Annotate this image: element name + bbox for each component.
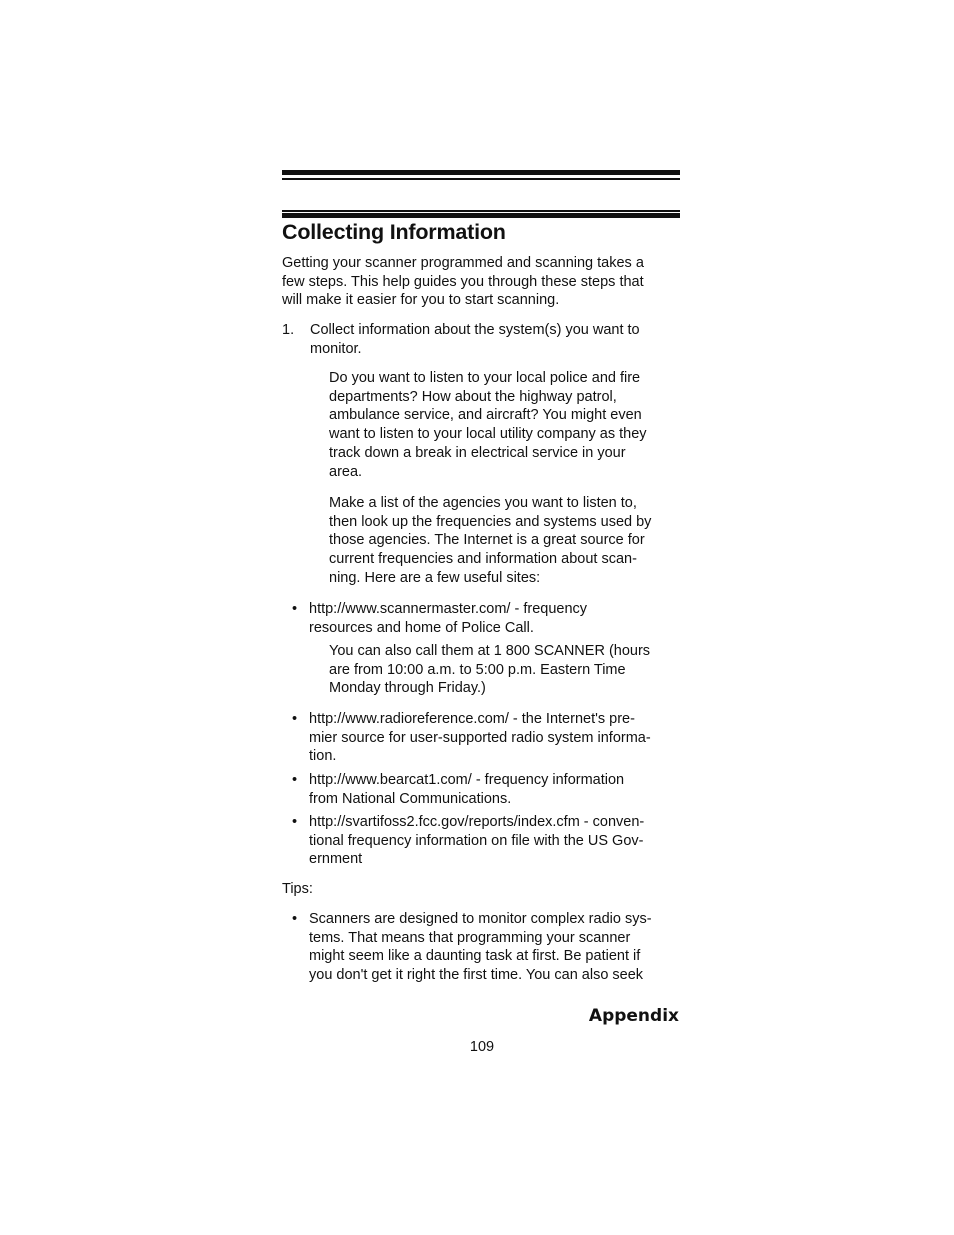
paragraph-line: ambulance service, and aircraft? You might even [329, 407, 642, 424]
intro-line: will make it easier for you to start scanning. [282, 292, 560, 309]
intro-line: Getting your scanner programmed and scanning takes a [282, 255, 644, 271]
step-line: monitor. [310, 340, 362, 357]
site-line: tion. [309, 748, 337, 765]
section-footer-title: Appendix [588, 1006, 679, 1026]
page-title: Collecting Information [282, 220, 506, 244]
step-number: 1. [282, 322, 295, 338]
site-list-item [309, 600, 681, 637]
tip-line: tems. That means that programming your scanner [309, 929, 631, 946]
site-line: from National Communications. [309, 790, 512, 807]
site-list-item [309, 710, 681, 766]
bullet-icon: • [292, 911, 298, 927]
bullet-icon: • [292, 601, 298, 617]
site-list-item [309, 771, 681, 808]
top-rule-thick [282, 170, 680, 175]
tips-label: Tips: [282, 881, 313, 897]
site-list-item [309, 813, 681, 869]
bullet-icon: • [292, 814, 298, 830]
paragraph-line: ning. Here are a few useful sites: [329, 569, 541, 586]
site-line: http://svartifoss2.fcc.gov/reports/index.cfm - conven- [309, 814, 645, 830]
paragraph-line: area. [329, 463, 363, 480]
intro-line: few steps. This help guides you through these steps that [282, 273, 644, 290]
page-number: 109 [469, 1039, 495, 1055]
site-line: http://www.bearcat1.com/ - frequency information [309, 772, 625, 788]
step-line: Collect information about the system(s) you want to [310, 322, 640, 338]
intro-paragraph [282, 254, 682, 310]
note-line: You can also call them at 1 800 SCANNER (hours [329, 643, 651, 659]
site-line: ernment [309, 851, 363, 868]
note-line: are from 10:00 a.m. to 5:00 p.m. Eastern Time [329, 661, 626, 678]
paragraph-line: track down a break in electrical service in your [329, 444, 626, 461]
heading-rule-thin [282, 210, 680, 212]
site-line: tional frequency information on file with the US Gov- [309, 832, 644, 849]
listening-paragraph [329, 369, 681, 481]
top-rule-thin [282, 178, 680, 180]
step-1-text [310, 321, 680, 358]
heading-rule-thick [282, 213, 680, 218]
site-line: resources and home of Police Call. [309, 619, 534, 636]
tip-line: Scanners are designed to monitor complex radio sys- [309, 911, 652, 927]
site-line: mier source for user-supported radio system informa- [309, 729, 651, 746]
tip-line: might seem like a daunting task at first. Be patient if [309, 948, 641, 965]
tip-line: you don't get it right the first time. You can also seek [309, 967, 644, 984]
paragraph-line: departments? How about the highway patrol, [329, 388, 617, 405]
tip-list-item [309, 910, 681, 985]
site-line: http://www.radioreference.com/ - the Internet's pre- [309, 711, 635, 727]
site-line: http://www.scannermaster.com/ - frequency [309, 601, 588, 617]
paragraph-line: current frequencies and information about scan- [329, 551, 637, 568]
paragraph-line: want to listen to your local utility company as they [329, 426, 647, 443]
note-line: Monday through Friday.) [329, 680, 486, 697]
paragraph-line: then look up the frequencies and systems used by [329, 513, 652, 530]
paragraph-line: Do you want to listen to your local police and fire [329, 370, 641, 386]
paragraph-line: those agencies. The Internet is a great source for [329, 532, 645, 549]
site-note [329, 642, 681, 698]
bullet-icon: • [292, 772, 298, 788]
agencies-paragraph [329, 494, 681, 588]
paragraph-line: Make a list of the agencies you want to listen to, [329, 495, 637, 511]
bullet-icon: • [292, 711, 298, 727]
